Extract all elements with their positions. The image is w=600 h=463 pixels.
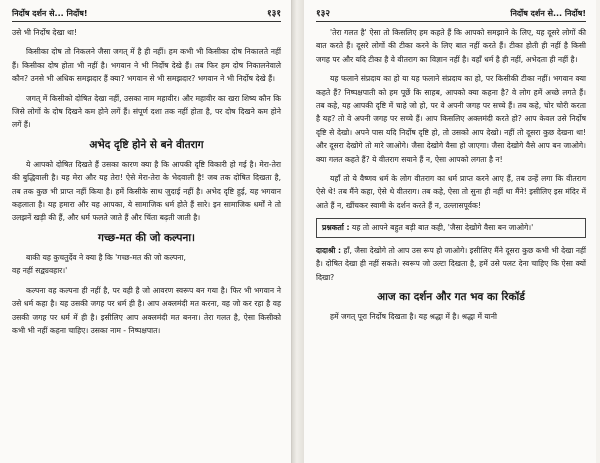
left-section-heading-1: अभेद दृष्टि होने से बने वीतराग [89,138,204,151]
left-header-title: निर्दोष दर्शन से... निर्दोष! [12,9,88,18]
left-section-heading-2: गच्छ-मत की जो कल्पना। [97,231,196,244]
left-para-2: किसीका दोष तो निकलने जैसा जगत् में है ही नहीं। हम कभी भी किसीका दोष निकालते नहीं हैं। किसीका दोष होता भी नहीं है। भगवान ने भी निर्दोष देखे हैं। तब फिर हम दोष निकालनेवाले कौन? उनसे भी अधिक समझदार हैं क्या? भगवान से भी समझदार? भगवान ने भी निर्दोष देखे हैं। [12,47,281,84]
right-page-header [316,6,586,22]
left-para-5-lead: बाकी यह कुचतुर्देव ने क्या है कि 'गच्छ-मत की जो कल्पना, [26,252,186,262]
right-para-2: यह फलाने संप्रदाय का हो या यह फलाने संप्रदाय का हो, पर किसीकी टीका नहीं। भगवान क्या कहते हैं? निष्पक्षपाती को हम पूछें कि साहब, आपको क्या कहना है? वे लोग हमें अच्छे लगते हैं। तब कहे, यह आपकी दृष्टि में चाहे जो हो, पर वे अपनी जगह पर सच्चे हैं। तब कहे, चोर चोरी करता है यह? तो वे अपनी जगह पर सच्चे हैं। आप किसलिए अक्लमंदी करते हो? आप केवल उसे निर्दोष दृष्टि से देखो। अपने पास यदि निर्दोष दृष्टि हो, तो उसको आप देखो। नहीं तो दूसरा कुछ देखना था! और दूसरा देखोगे तो मारे जाओगे। जैसा देखोगे वैसा हो जाएगा। जैसा देखोगे वैसे आप बन जाओगे। क्या गलत कहते हैं? ये वीतराग सयाने हैं न, ऐसा आपको लगता है न! [316,74,586,164]
left-para-4: ये आपको दोषित दिखते हैं उसका कारण क्या है कि आपकी दृष्टि विकारी हो गई है। मेरा-तेरा की बुद्धिवाली है। यह मेरा और यह तेरा! ऐसे मेरा-तेरा के भेदवाली है! जब तक दोषित दिखता है, तब तक कुछ भी प्राप्त नहीं किया है। हमें किसीके साथ जुदाई नहीं है। अभेद दृष्टि हुई, यह भगवान कहलाता है। यह हमारा और यह आपका, ये सामाजिक धर्म होते हैं सारे। इन सामाजिक धर्मों ने तो उलझनें खड़ी की हैं, और धर्म फलते जाते हैं और चिंता बढ़ती जाती है। [12,159,281,223]
left-page-header [12,6,281,22]
answer-block [316,244,586,284]
right-page [304,0,596,463]
right-section-heading-1: आज का दर्शन और गत भव का रिकॉर्ड [377,290,525,303]
right-para-3: यहाँ तो ये वैष्णव धर्म के लोग वीतराग का धर्म प्राप्त करने आए हैं, तब उन्हें लगा कि वीतराग ऐसे थे! तब मैंने कहा, ऐसे थे वीतराग। तब कहे, ऐसा तो सुना ही नहीं था मैंने! इसीलिए इस मंदिर में आते हैं न, खींचकर स्वामी के दर्शन करते हैं न, उल्लासपूर्वक! [316,174,586,210]
left-page [0,0,292,463]
question-text: यह तो आपने बहुत बड़ी बात कही, 'जैसा देखोगे वैसा बन जाओगे।' [351,223,534,233]
book-gutter [292,0,304,463]
answer-text: हाँ, जैसा देखोगे तो आप उस रूप हो जाओगे। इसीलिए मैंने दूसरा कुछ कभी भी देखा नहीं है। दोषित देखा ही नहीं सकते। स्वरूप जो उल्टा दिखता है, हमें उसे पलट देना चाहिए कि ऐसा क्यों दिखा? [316,245,586,282]
left-para-1: उसे भी निर्दोष देखा था! [12,28,77,37]
left-para-5-cont: वह नहीं सद्व्यवहार।' [12,266,68,276]
question-label: प्रश्नकर्ता : [322,223,350,233]
left-para-5 [12,251,281,278]
right-page-number: १३२ [316,9,331,19]
right-para-1: 'तेरा गलत है' ऐसा तो किसलिए हम कहते हैं कि आपको समझाने के लिए, यह दूसरे लोगों की बात करते हैं। दूसरे लोगों की टीका करने के लिए बात नहीं करते हैं। टीका होती ही नहीं है किसी जगह पर और यदि टीका है वे वीतराग का विज्ञान नहीं है। वहाँ धर्म है ही नहीं, अभेदता ही नहीं है। [316,28,586,64]
right-header-title: निर्दोष दर्शन से... निर्दोष! [510,9,586,18]
left-para-6: कल्पना वह कल्पना ही नहीं है, पर वही है जो आवरण स्वरूप बन गया है। फिर भी भगवान ने उसे धर्म कहा है। यह उसकी जगह पर धर्म ही है। आप अक्लमंदी मत करना, वह जो कर रहा है वह उसकी जगह पर धर्म में ही है। इसीलिए आप अक्लमंदी मत बनना। तेरा गलत है, ऐसा किसीको कभी भी नहीं कहना चाहिए। उसका नाम - निष्पक्षपात। [12,285,281,335]
right-para-4: हमें जगत् पूरा निर्दोष दिखता है। यह श्रद्धा में है। श्रद्धा में यानी [330,311,497,321]
left-para-3: जगत् में किसीको दोषित देखा नहीं, उसका नाम महावीर। और महावीर का खरा शिष्य कौन कि जिसे लोगों के दोष दिखने कम होने लगें हैं। संपूर्ण दशा तक नहीं होता है, पर दोष दिखने कम होने लगें हैं। [12,93,281,130]
left-page-number: १३१ [266,9,281,19]
question-block [316,218,586,237]
answer-label: दादाश्री : [316,245,342,255]
